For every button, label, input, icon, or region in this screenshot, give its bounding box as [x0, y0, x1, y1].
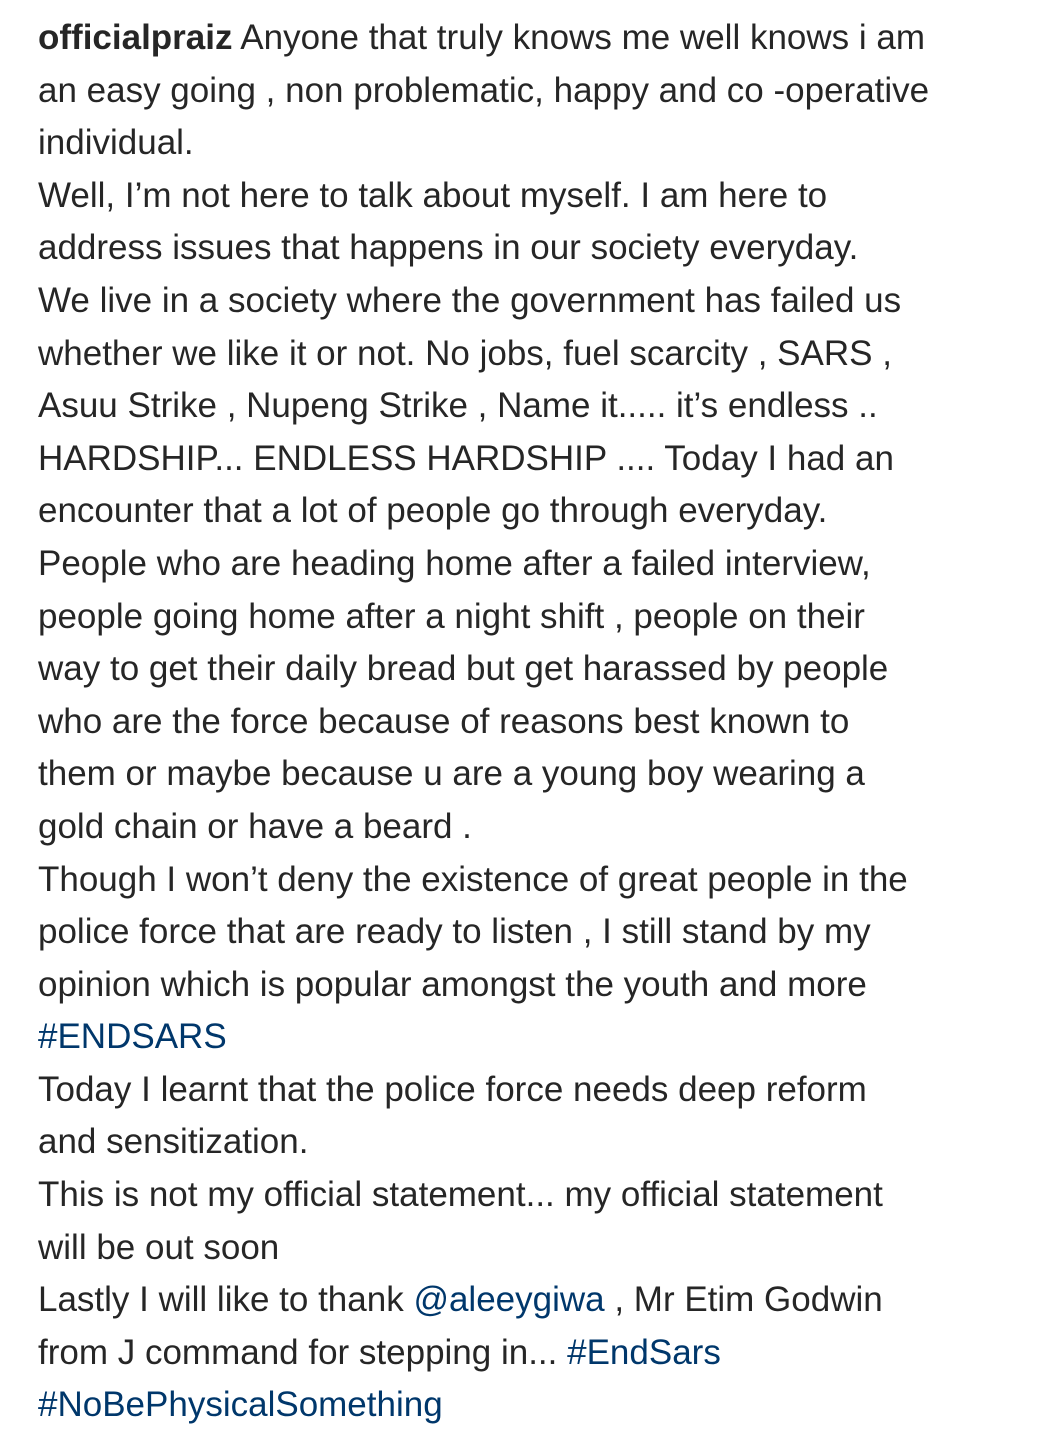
caption-text: people going home after a night shift , people on their — [38, 596, 865, 636]
caption-line — [38, 1327, 1048, 1380]
caption-text: encounter that a lot of people go through everyday. — [38, 491, 828, 531]
caption-line — [38, 1379, 1048, 1432]
caption-text: them or maybe because u are a young boy wearing a — [38, 754, 865, 794]
caption-text: Well, I’m not here to talk about myself. I am here to — [38, 175, 828, 215]
caption-line — [38, 117, 1048, 170]
caption-text: Lastly I will like to thank — [38, 1280, 414, 1320]
caption-line — [38, 748, 1048, 801]
caption-line — [38, 801, 1048, 854]
caption-line — [38, 433, 1048, 486]
post-caption — [38, 12, 1048, 1432]
hashtag-link[interactable]: #ENDSARS — [38, 1017, 227, 1057]
caption-text: police force that are ready to listen , I still stand by my — [38, 912, 871, 952]
caption-line — [38, 643, 1048, 696]
caption-text: way to get their daily bread but get harassed by people — [38, 649, 889, 689]
caption-text: who are the force because of reasons best known to — [38, 701, 850, 741]
username-link[interactable]: officialpraiz — [38, 18, 233, 57]
caption-text: an easy going , non problematic, happy and co -operative — [38, 70, 930, 110]
caption-text: from J command for stepping in... — [38, 1332, 568, 1372]
caption-text: whether we like it or not. No jobs, fuel scarcity , SARS , — [38, 333, 892, 373]
caption-line — [38, 12, 1048, 65]
caption-line — [38, 170, 1048, 223]
caption-text: This is not my official statement... my official statement — [38, 1175, 883, 1215]
caption-text: Today I learnt that the police force needs deep reform — [38, 1069, 867, 1109]
caption-line — [38, 222, 1048, 275]
caption-text: gold chain or have a beard . — [38, 806, 472, 846]
caption-line — [38, 591, 1048, 644]
caption-line — [38, 1169, 1048, 1222]
caption-line — [38, 1116, 1048, 1169]
caption-line — [38, 538, 1048, 591]
caption-line — [38, 854, 1048, 907]
caption-line — [38, 275, 1048, 328]
caption-text: Though I won’t deny the existence of great people in the — [38, 859, 908, 899]
caption-line — [38, 906, 1048, 959]
caption-text: individual. — [38, 123, 194, 163]
caption-text: People who are heading home after a failed interview, — [38, 543, 871, 583]
caption-line — [38, 1064, 1048, 1117]
caption-text: We live in a society where the government has failed us — [38, 280, 902, 320]
caption-text: , Mr Etim Godwin — [604, 1280, 883, 1320]
caption-line — [38, 380, 1048, 433]
hashtag-link[interactable]: #NoBePhysicalSomething — [38, 1385, 443, 1425]
caption-text: will be out soon — [38, 1227, 280, 1267]
caption-text: address issues that happens in our society everyday. — [38, 228, 859, 268]
caption-line — [38, 328, 1048, 381]
caption-text: opinion which is popular amongst the youth and more — [38, 964, 867, 1004]
caption-text: Anyone that truly knows me well knows i am — [232, 18, 925, 57]
caption-line — [38, 959, 1048, 1012]
caption-text: Asuu Strike , Nupeng Strike , Name it..... it’s endless .. — [38, 386, 878, 426]
caption-line — [38, 65, 1048, 118]
caption-line — [38, 1011, 1048, 1064]
caption-line — [38, 696, 1048, 749]
caption-line — [38, 1274, 1048, 1327]
hashtag-link[interactable]: #EndSars — [567, 1332, 721, 1372]
caption-text: HARDSHIP... ENDLESS HARDSHIP .... Today I had an — [38, 438, 894, 478]
caption-line — [38, 1222, 1048, 1275]
caption-line — [38, 485, 1048, 538]
mention-link[interactable]: @aleeygiwa — [413, 1280, 605, 1320]
caption-text: and sensitization. — [38, 1122, 309, 1162]
